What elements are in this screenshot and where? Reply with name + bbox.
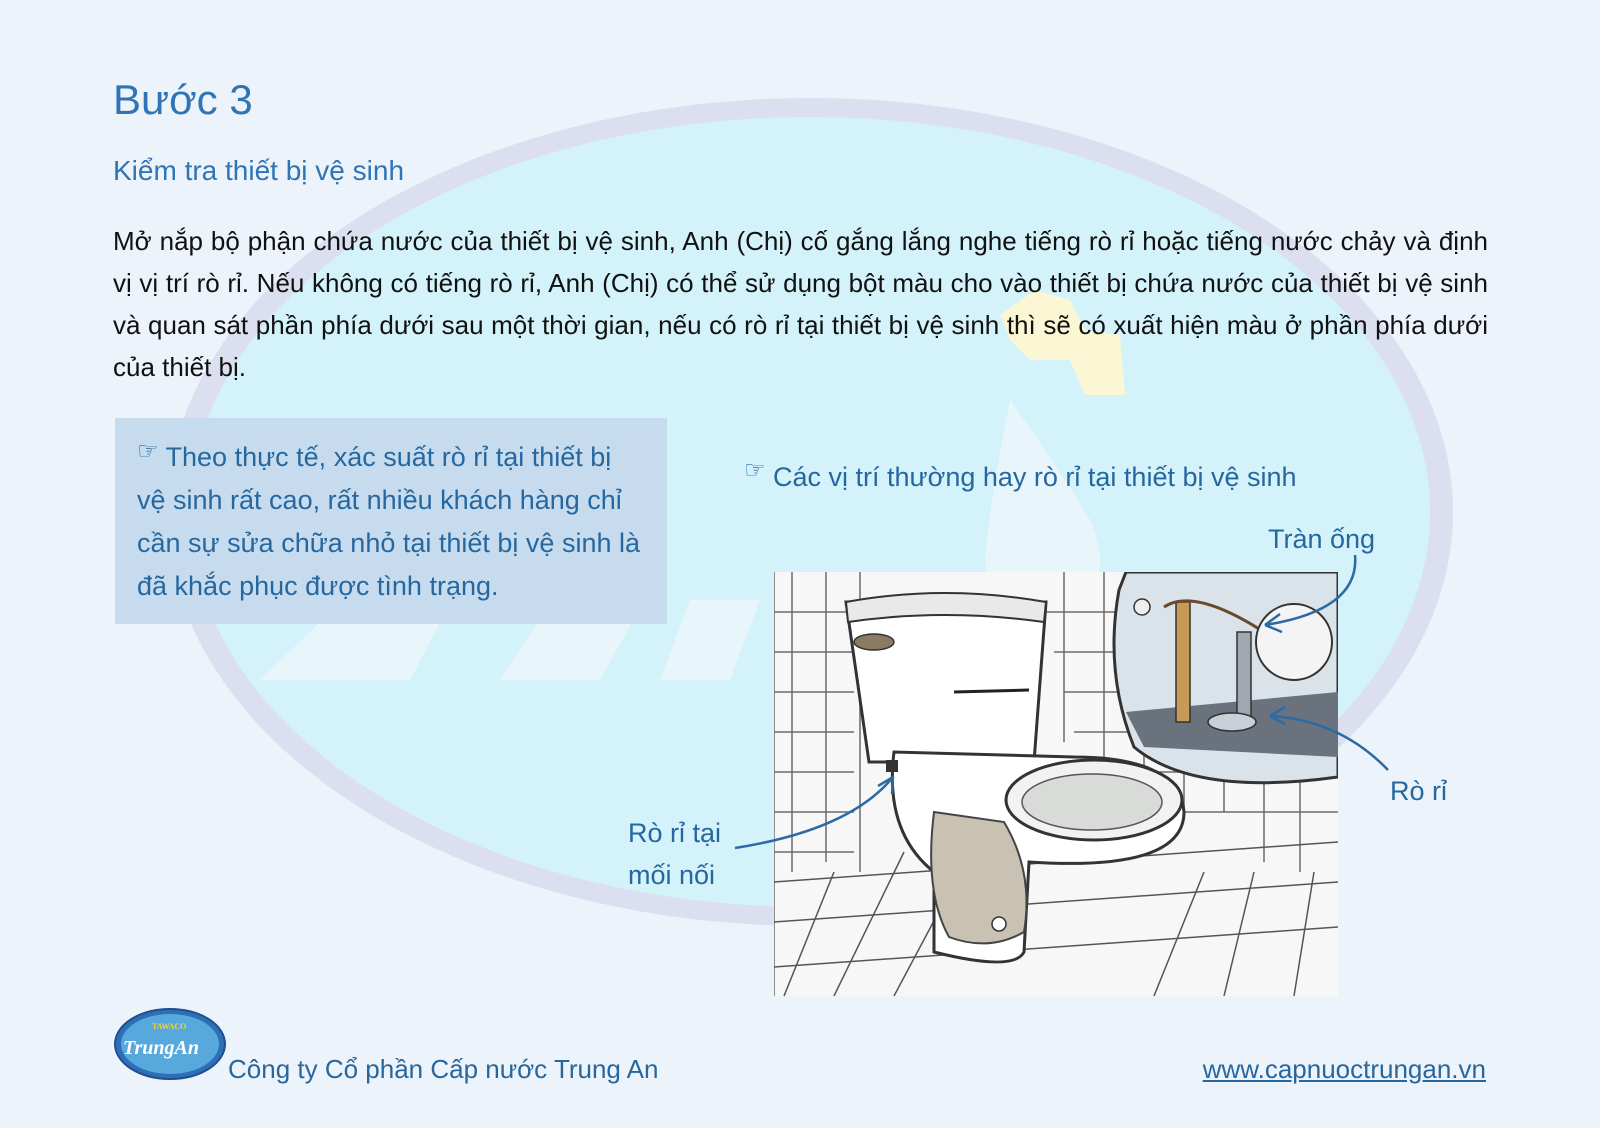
toilet-leak-illustration — [774, 572, 1338, 996]
pointing-hand-icon: ☞ — [137, 437, 159, 465]
label-overflow-pipe: Tràn ống — [1268, 524, 1376, 554]
logo-top-text: TAWACO — [152, 1022, 187, 1031]
figure-caption — [744, 456, 1297, 493]
pointing-hand-icon: ☞ — [744, 456, 766, 484]
company-logo — [113, 1007, 227, 1081]
figure-caption-text: Các vị trí thường hay rò rỉ tại thiết bị vệ sinh — [773, 462, 1297, 492]
note-box — [115, 418, 667, 624]
company-name: Công ty Cổ phần Cấp nước Trung An — [228, 1054, 659, 1084]
label-joint-line1: Rò rỉ tại — [628, 818, 722, 848]
note-text: Theo thực tế, xác suất rò rỉ tại thiết bị vệ sinh rất cao, rất nhiều khách hàng chỉ cần sự sửa chữa nhỏ tại thiết bị vệ sinh là đã khắc phục được tình trạng. — [137, 442, 640, 601]
step-heading: Bước 3 — [113, 76, 253, 123]
logo-name-text: TrungAn — [123, 1037, 199, 1059]
label-joint-line2: mối nối — [628, 860, 716, 890]
website-link[interactable]: www.capnuoctrungan.vn — [1202, 1054, 1486, 1084]
instruction-paragraph: Mở nắp bộ phận chứa nước của thiết bị vệ sinh, Anh (Chị) cố gắng lắng nghe tiếng rò rỉ hoặc tiếng nước chảy và định vị vị trí rò rỉ. Nếu không có tiếng rò rỉ, Anh (Chị) có thể sử dụng bột màu cho vào thiết bị chứa nước của thiết bị vệ sinh và quan sát phần phía dưới sau một thời gian, nếu có rò rỉ tại thiết bị vệ sinh thì sẽ có xuất hiện màu ở phần phía dưới của thiết bị. — [113, 226, 1488, 382]
step-subheading: Kiểm tra thiết bị vệ sinh — [113, 155, 405, 186]
label-leak: Rò rỉ — [1390, 776, 1448, 806]
